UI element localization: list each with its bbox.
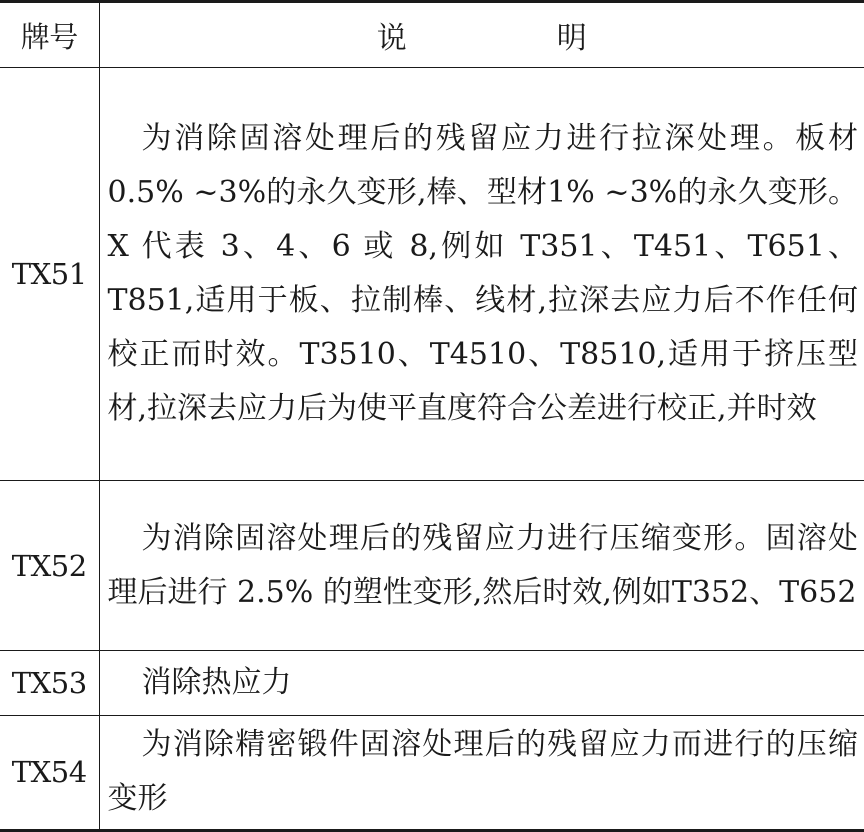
row-description-text: 为消除固溶处理后的残留应力进行压缩变形。固溶处理后进行 2.5% 的塑性变形,然后时效,例如T352、T652 <box>107 520 858 610</box>
header-code <box>0 2 99 68</box>
table-row <box>0 715 864 830</box>
row-description-text: 消除热应力 <box>141 664 292 700</box>
row-description <box>99 480 864 651</box>
header-description-label: 说明 <box>376 21 737 57</box>
table-row <box>0 651 864 715</box>
header-description <box>99 2 864 68</box>
table-row <box>0 68 864 480</box>
row-description-text: 为消除精密锻件固溶处理后的残留应力而进行的压缩变形 <box>107 727 858 817</box>
row-code: TX52 <box>0 480 99 651</box>
table-header-row <box>0 2 864 68</box>
header-code-label: 牌号 <box>20 19 78 54</box>
row-code: TX53 <box>0 651 99 715</box>
row-description-text: 为消除固溶处理后的残留应力进行拉深处理。板材0.5% ~3%的永久变形,棒、型材1% ~3%的永久变形。X 代表 3、4、6 或 8,例如 T351、T451、T651、T851,适用于板、拉制棒、线材,拉深去应力后不作任何校正而时效。T3510、T4510、T8510,适用于挤压型材,拉深去应力后为使平直度符合公差进行校正,并时效 <box>107 120 858 426</box>
row-description <box>99 651 864 715</box>
table-row <box>0 480 864 651</box>
row-description <box>99 68 864 480</box>
row-code: TX54 <box>0 715 99 830</box>
row-description <box>99 715 864 830</box>
row-code: TX51 <box>0 68 99 480</box>
